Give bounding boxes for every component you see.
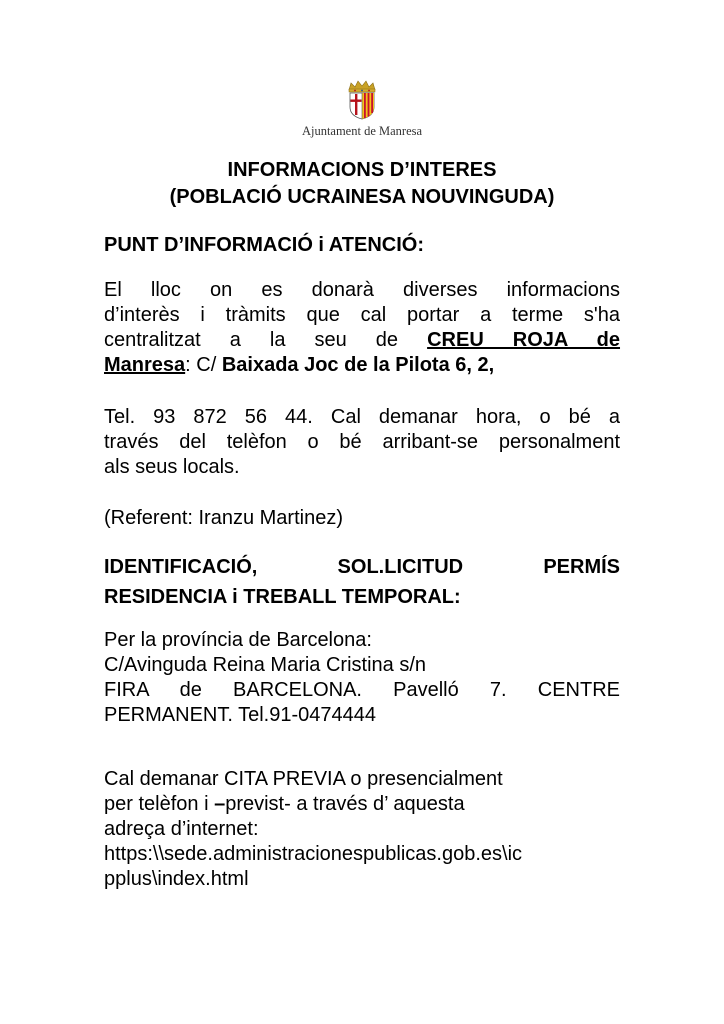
ajuntament-logo	[290, 80, 434, 139]
paragraph-line: El lloc on es donarà diverses informacions	[104, 279, 620, 301]
address-separator: : C/	[185, 354, 222, 376]
paragraph-line	[104, 353, 620, 378]
dash: –	[214, 793, 226, 815]
org-name-part2: Manresa	[104, 354, 186, 376]
logo-text: Ajuntament de Manresa	[301, 124, 423, 138]
paragraph-line: Cal demanar CITA PREVIA o presencialment	[104, 768, 503, 790]
paragraph-phone	[104, 405, 620, 480]
url-line: https:\\sede.administracionespublicas.gob.es\ic	[104, 843, 523, 865]
paragraph-appointment	[104, 767, 620, 892]
paragraph-line: Tel. 93 872 56 44. Cal demanar hora, o bé a	[104, 406, 620, 428]
paragraph-location	[104, 278, 620, 378]
section-heading-residence-permit	[104, 552, 620, 612]
paragraph-line: Per la província de Barcelona:	[104, 629, 372, 651]
paragraph-line	[104, 792, 620, 817]
paragraph-barcelona-address	[104, 628, 620, 728]
address: Baixada Joc de la Pilota 6, 2,	[221, 354, 495, 376]
paragraph-line: C/Avinguda Reina Maria Cristina s/n	[104, 654, 427, 676]
paragraph-line: als seus locals.	[104, 456, 240, 478]
paragraph-referent: (Referent: Iranzu Martinez)	[104, 507, 343, 529]
url-line: pplus\index.html	[104, 868, 249, 890]
org-name-part1: CREU ROJA de	[427, 329, 621, 351]
paragraph-line: d’interès i tràmits que cal portar a terme s'ha	[104, 304, 620, 326]
heading-line: IDENTIFICACIÓ, SOL.LICITUD PERMÍS	[104, 556, 620, 578]
line-prefix: centralitzat a la seu de	[104, 329, 399, 351]
line-text: previst- a través d’ aquesta	[225, 793, 465, 815]
paragraph-line: FIRA de BARCELONA. Pavelló 7. CENTRE	[104, 679, 620, 701]
document-title-line2: (POBLACIÓ UCRAINESA NOUVINGUDA)	[169, 186, 555, 208]
paragraph-line: adreça d’internet:	[104, 818, 259, 840]
paragraph-line: través del telèfon o bé arribant-se personalment	[104, 431, 620, 453]
paragraph-line: PERMANENT. Tel.91-0474444	[104, 704, 376, 726]
coat-of-arms-icon	[345, 80, 379, 120]
heading-line: RESIDENCIA i TREBALL TEMPORAL:	[104, 586, 461, 608]
paragraph-line	[104, 328, 620, 353]
document-title-line1: INFORMACIONS D’INTERES	[227, 159, 497, 181]
section-heading-info-point: PUNT D’INFORMACIÓ i ATENCIÓ:	[104, 234, 424, 256]
line-text: per telèfon i	[104, 793, 215, 815]
